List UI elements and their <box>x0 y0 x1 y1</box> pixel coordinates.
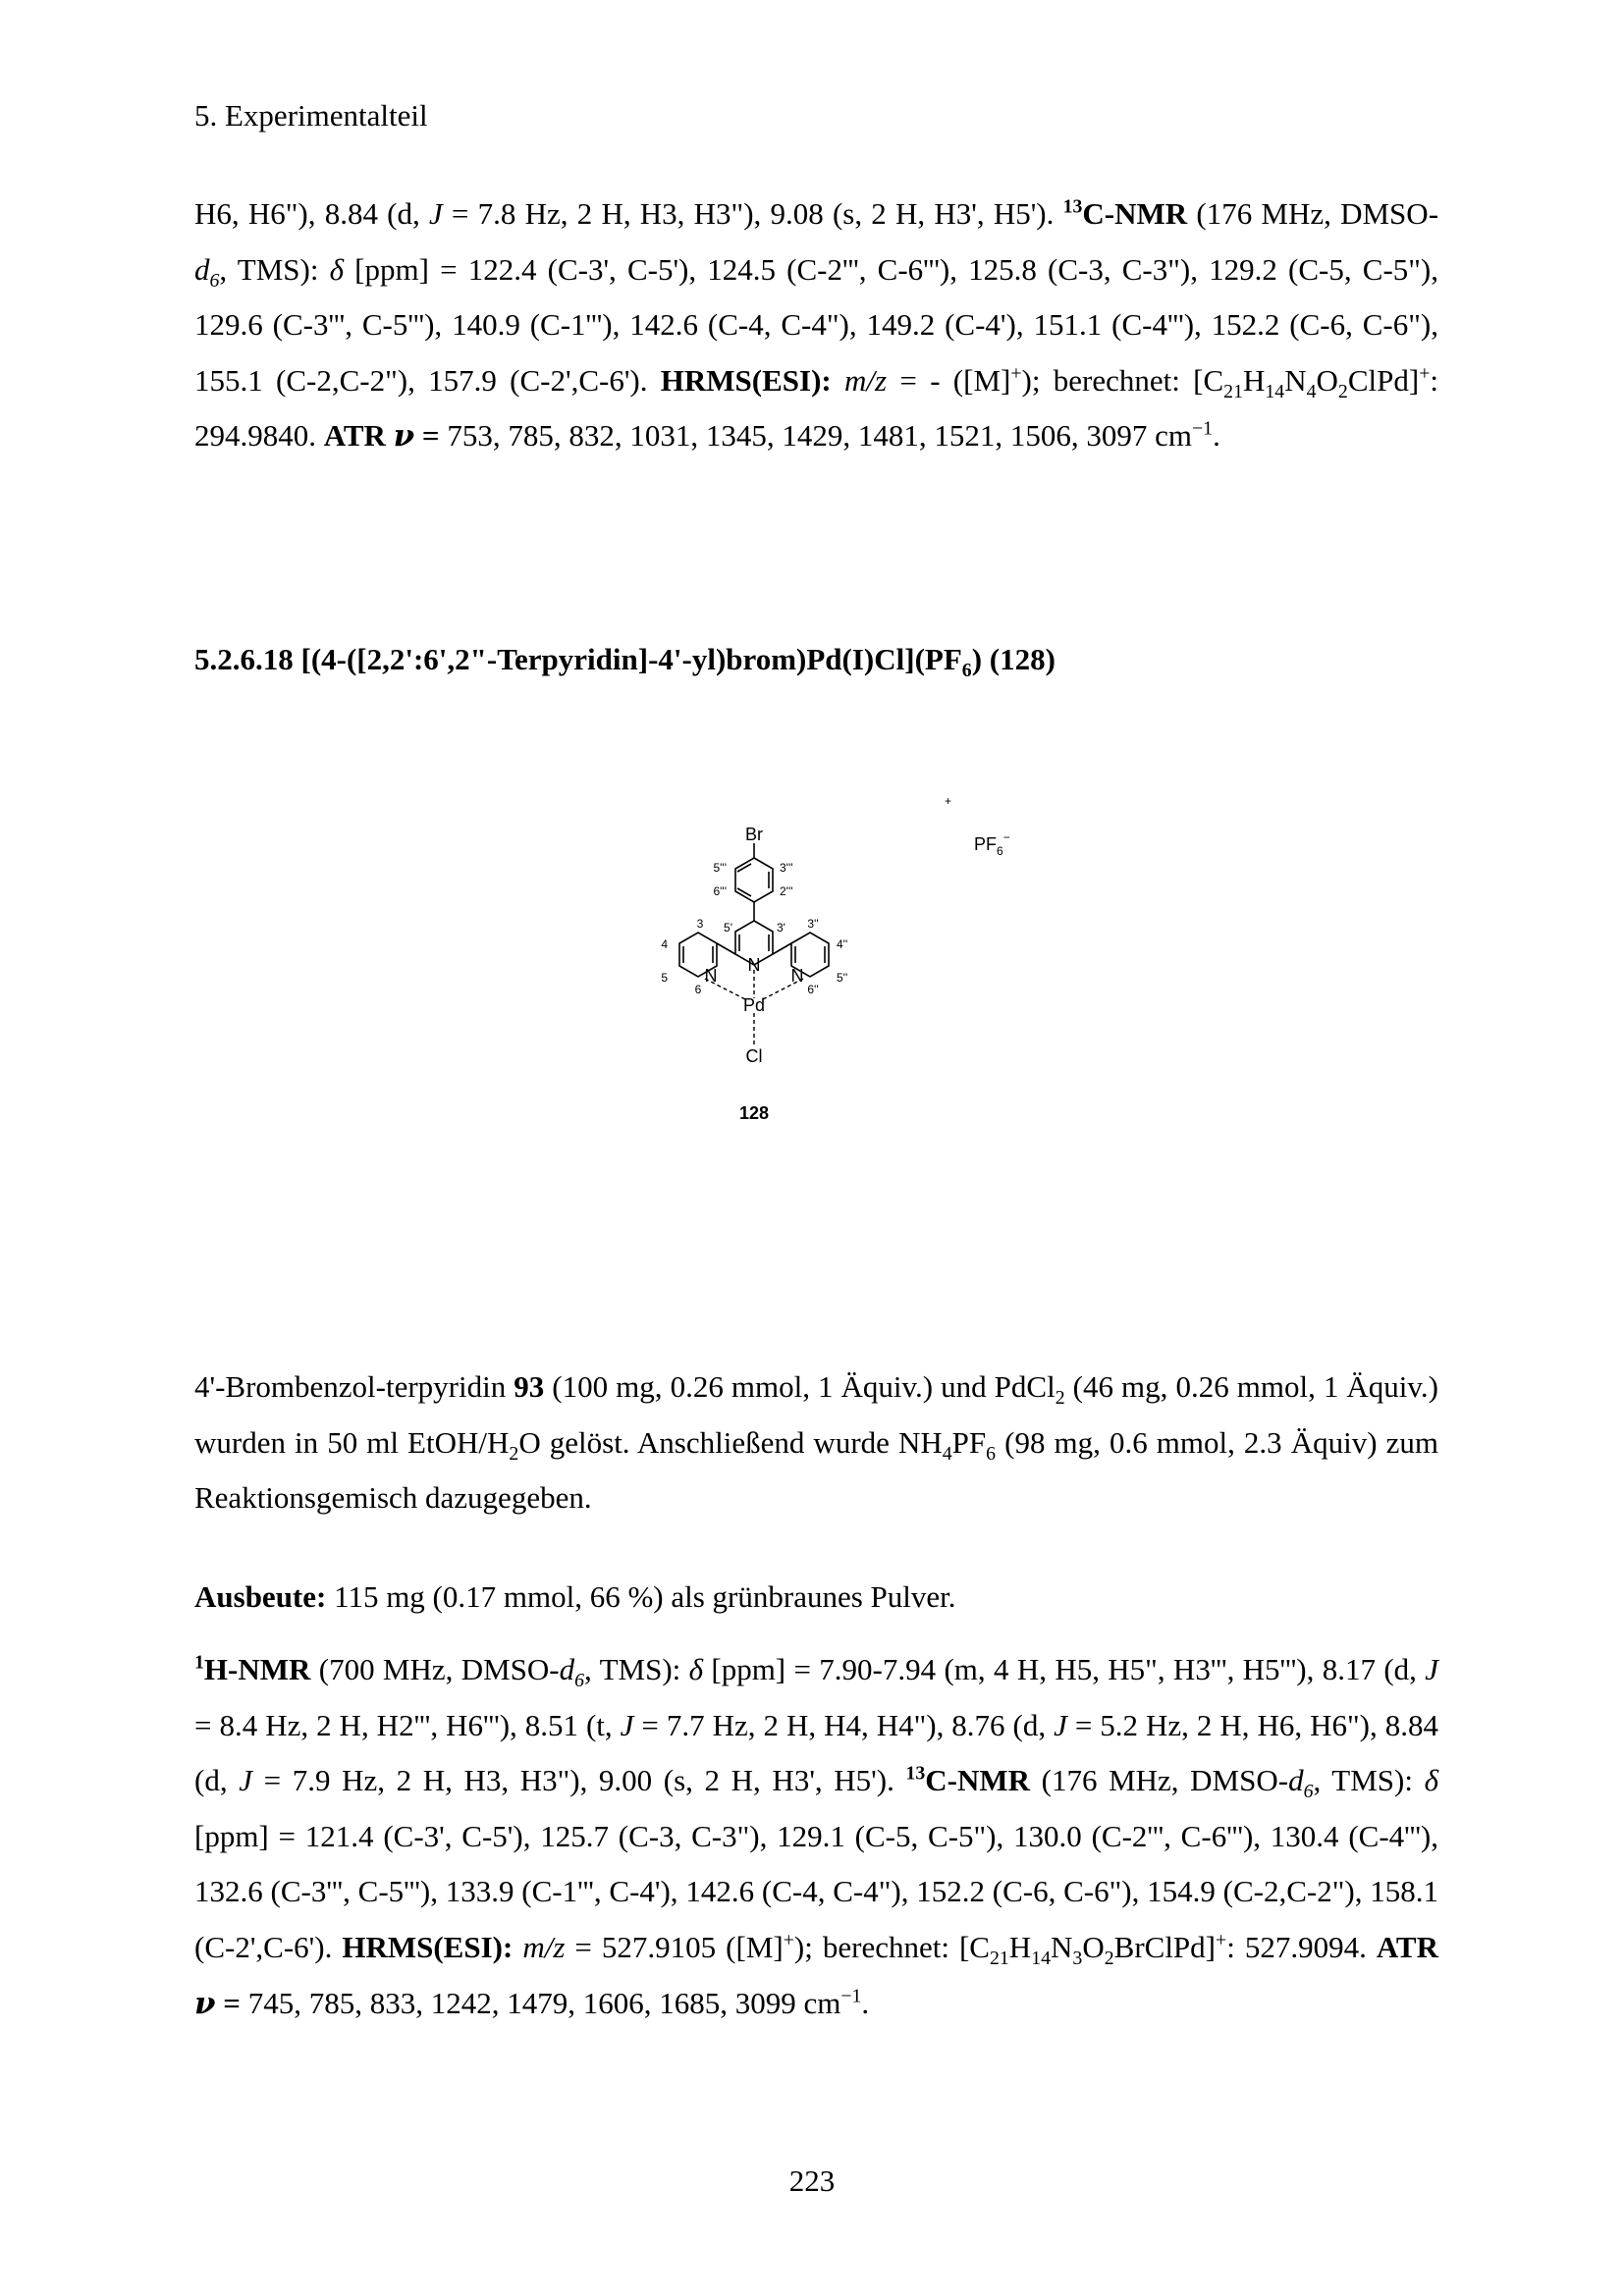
charge-plus: + <box>945 794 952 808</box>
pf6-label: $PF_6^-$ <box>974 830 1010 858</box>
terpyridine-complex-structure <box>589 775 1060 1247</box>
yield-paragraph: Ausbeute: 115 mg (0.17 mmol, 66 %) als grünbraunes Pulver. <box>194 1579 956 1614</box>
label-6: 6 <box>694 983 702 996</box>
n-left-label: N <box>704 966 718 986</box>
page-number: 223 <box>788 2163 836 2198</box>
label-3pp: 3'' <box>807 917 819 931</box>
nmr-data-continued: H6, H6"), 8.84 (d, J = 7.8 Hz, 2 H, H3, H3"), 9.08 (s, 2 H, H3', H5'). $^{13}$C-NMR (176 MHz, DMSO-$d_6$, TMS): δ [ppm] = 122.4 (C-3', C-5'), 124.5 (C-2''', C-6'''), 125.8 (C-3, C-3"), 129.2 (C-5, C-5"), 129.6 (C-3''', C-5'''), 140.9 (C-1'''), 142.6 (C-4, C-4"), 149.2 (C-4'), 151.1 (C-4'''), 152.2 (C-6, C-6"), 155.1 (C-2,C-2"), 157.9 (C-2',C-6'). HRMS(ESI): m/z = - ([M]+); berechnet: $[C_{21}H_{14}N_4O_2ClPd]^+$: 294.9840. ATR ν = 753, 785, 832, 1031, 1345, 1429, 1481, 1521, 1506, 3097 $cm^{-1}$. <box>194 195 1439 454</box>
br-label: Br <box>745 825 763 844</box>
structure-figure <box>589 775 1060 1247</box>
label-5: 5 <box>661 971 668 985</box>
cl-label: Cl <box>745 1046 763 1066</box>
label-5ppp: 5''' <box>713 861 727 875</box>
label-3ppp: 3''' <box>780 861 793 875</box>
label-5pp: 5'' <box>837 971 848 985</box>
label-5p: 5' <box>724 921 732 934</box>
n-right-label: N <box>790 966 804 986</box>
n-center-label: N <box>747 955 761 975</box>
label-2ppp: 2''' <box>780 884 793 898</box>
synthesis-paragraph: 4'-Brombenzol-terpyridin 93 (100 mg, 0.26 mmol, 1 Äquiv.) und PdCl$_2$ (46 mg, 0.26 mmol, 1 Äquiv.) wurden in 50 ml EtOH/$H_2O$ gelöst. Anschließend wurde $NH_4PF_6$ (98 mg, 0.6 mmol, 2.3 Äquiv) zum Reaktionsgemisch dazugegeben. <box>194 1369 1438 1516</box>
label-3p: 3' <box>777 921 785 934</box>
label-6ppp: 6''' <box>713 884 727 898</box>
label-3: 3 <box>696 917 704 931</box>
compound-number: 128 <box>738 1103 770 1123</box>
label-4pp: 4'' <box>837 937 848 951</box>
running-header: 5. Experimentalteil <box>194 98 428 133</box>
pd-label: Pd <box>742 995 766 1015</box>
label-4: 4 <box>661 937 668 951</box>
label-6pp: 6'' <box>807 983 819 996</box>
section-heading: 5.2.6.18 $[(4-([2,2':6',2"-Terpyridin]-4'-yl)brom)Pd(I)Cl](PF_6)$ (128) <box>194 642 1056 682</box>
nmr-data-paragraph: $^1$H-NMR (700 MHz, DMSO-$d_6$, TMS): δ [ppm] = 7.90-7.94 (m, 4 H, H5, H5", H3''', H5'''), 8.17 (d, J = 8.4 Hz, 2 H, H2''', H6'''), 8.51 (t, J = 7.7 Hz, 2 H, H4, H4"), 8.76 (d, J = 5.2 Hz, 2 H, H6, H6"), 8.84 (d, J = 7.9 Hz, 2 H, H3, H3"), 9.00 (s, 2 H, H3', H5'). $^{13}$C-NMR (176 MHz, DMSO-$d_6$, TMS): δ [ppm] = 121.4 (C-3', C-5'), 125.7 (C-3, C-3"), 129.1 (C-5, C-5"), 130.0 (C-2''', C-6'''), 130.4 (C-4'''), 132.6 (C-3''', C-5'''), 133.9 (C-1''', C-4'), 142.6 (C-4, C-4"), 152.2 (C-6, C-6"), 154.9 (C-2,C-2"), 158.1 (C-2',C-6'). HRMS(ESI): m/z = 527.9105 ([M]+); berechnet: $[C_{21}H_{14}N_3O_2BrClPd]^+$: 527.9094. ATR ν = 745, 785, 833, 1242, 1479, 1606, 1685, 3099 $cm^{-1}$. <box>194 1651 1439 2021</box>
